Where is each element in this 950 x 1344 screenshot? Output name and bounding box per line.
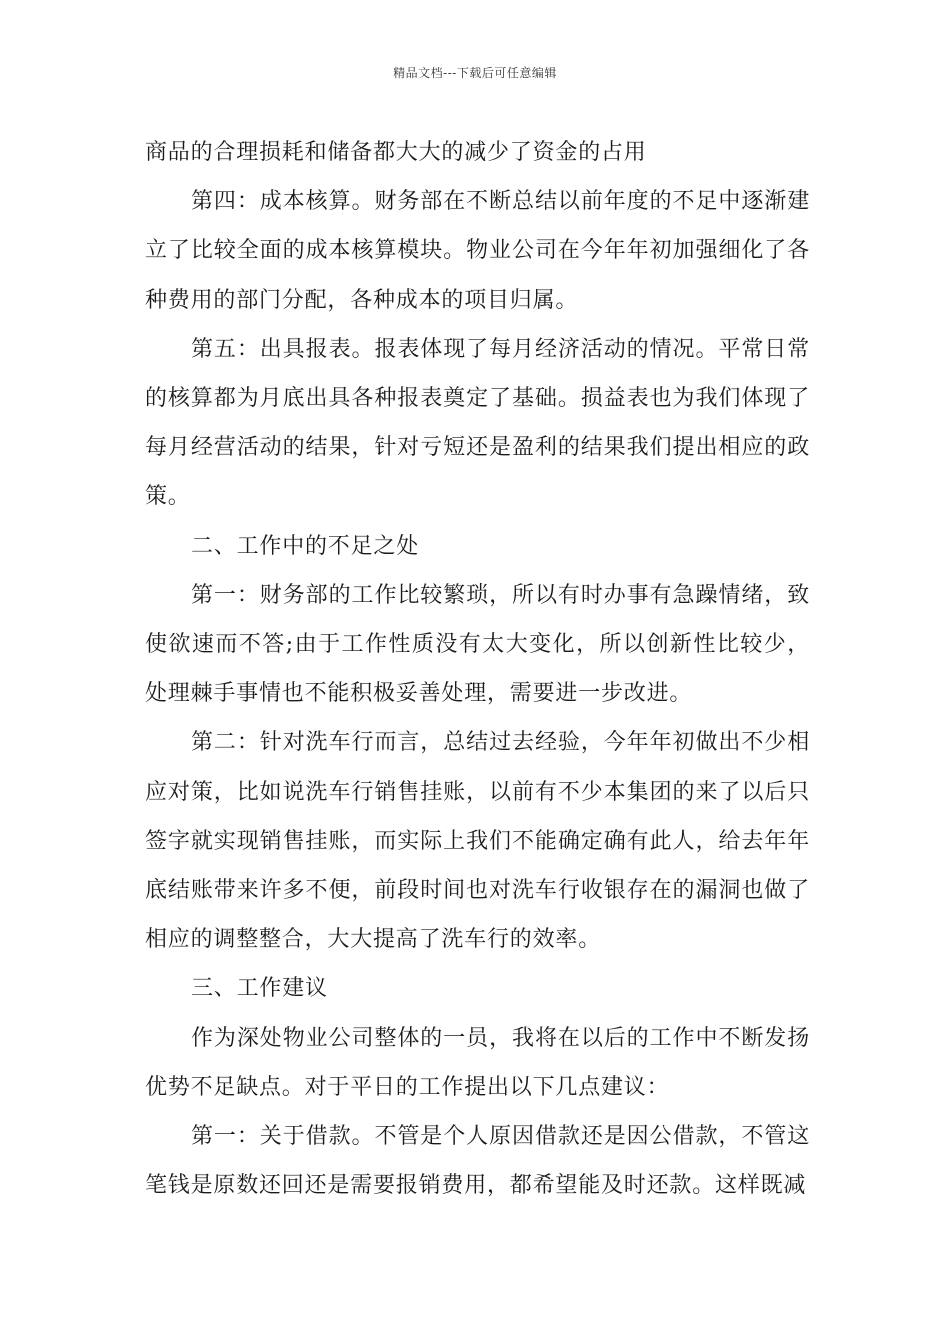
- paragraph-suggestions-intro: 作为深处物业公司整体的一员，我将在以后的工作中不断发扬优势不足缺点。对于平日的工作提出以下几点建议：: [145, 1025, 810, 1100]
- paragraph-cost-accounting: 第四：成本核算。财务部在不断总结以前年度的不足中逐渐建立了比较全面的成本核算模块。物业公司在今年年初加强细化了各种费用的部门分配，各种成本的项目归属。: [145, 189, 810, 313]
- page-header: 精品文档---下载后可任意编辑: [393, 66, 557, 80]
- paragraph-suggestion-loans: 第一：关于借款。不管是个人原因借款还是因公借款，不管这笔钱是原数还回还是需要报销费用，都希望能及时还款。这样既减: [145, 1124, 810, 1199]
- document-body: [145, 128, 810, 1210]
- paragraph-continuation: 商品的合理损耗和储备都大大的减少了资金的占用: [145, 140, 647, 165]
- paragraph-shortcoming-two: 第二：针对洗车行而言，总结过去经验，今年年初做出不少相应对策，比如说洗车行销售挂账，以前有不少本集团的来了以后只签字就实现销售挂账，而实际上我们不能确定确有此人，给去年年底结账带来许多不便，前段时间也对洗车行收银存在的漏洞也做了相应的调整整合，大大提高了洗车行的效率。: [145, 730, 810, 953]
- paragraph-shortcoming-one: 第一：财务部的工作比较繁琐，所以有时办事有急躁情绪，致使欲速而不答;由于工作性质没有太大变化，所以创新性比较少，处理棘手事情也不能积极妥善处理，需要进一步改进。: [145, 582, 810, 707]
- section-heading-suggestions: 三、工作建议: [191, 976, 328, 1002]
- section-heading-shortcomings: 二、工作中的不足之处: [191, 533, 420, 559]
- paragraph-reports: 第五：出具报表。报表体现了每月经济活动的情况。平常日常的核算都为月底出具各种报表奠定了基础。损益表也为我们体现了每月经营活动的结果，针对亏短还是盈利的结果我们提出相应的政策。: [145, 336, 810, 510]
